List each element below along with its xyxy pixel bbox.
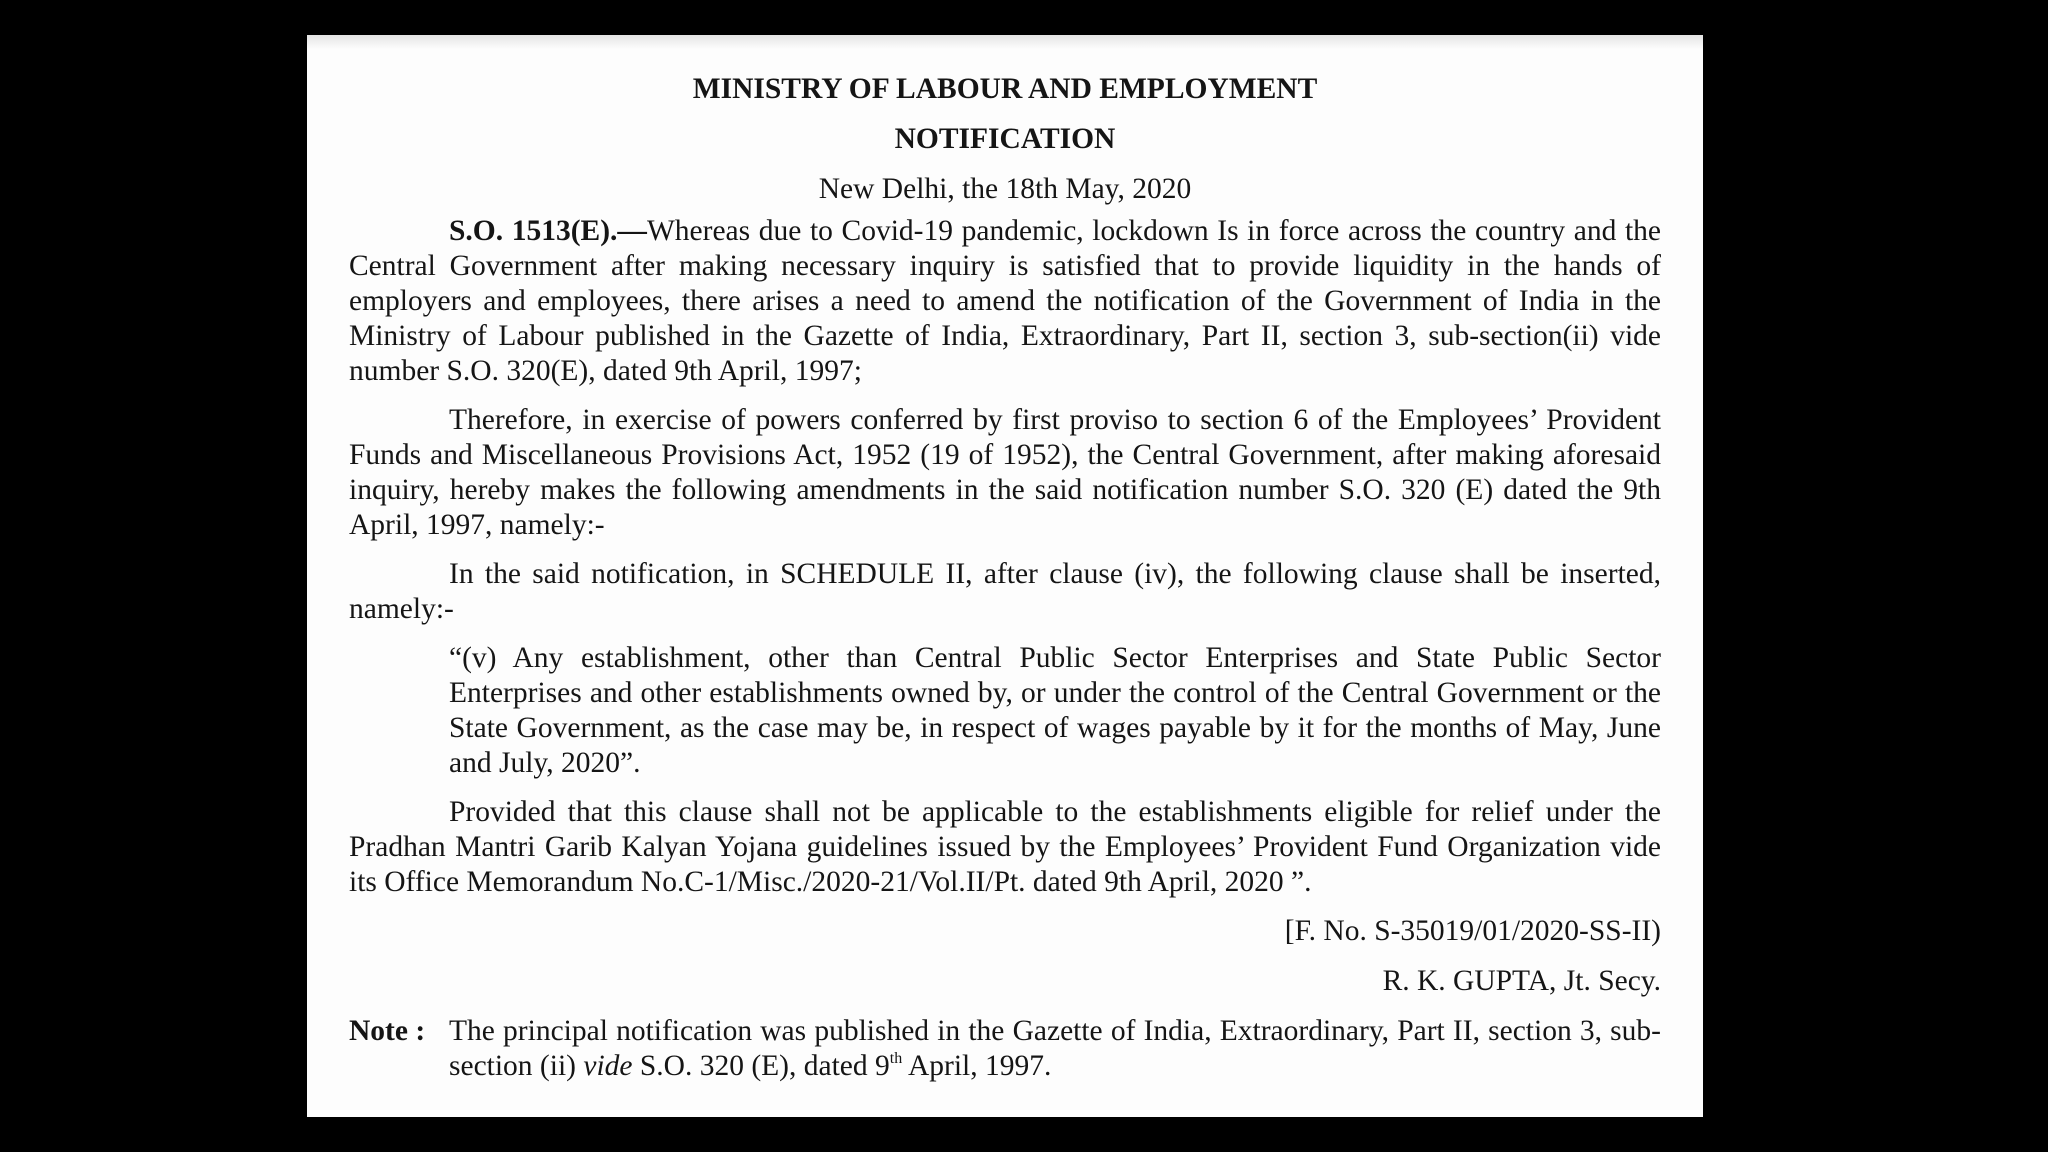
note-superscript: th [889,1050,903,1067]
document-page [307,35,1703,1117]
note-text-part1: The principal notification was published in the Gazette of India, Extraordinary, Part II, section 3, sub-section (ii) [449,1015,1661,1082]
notification-heading: NOTIFICATION [894,123,1116,155]
order-number: S.O. 1513(E).— [449,215,647,247]
note-block [349,1014,1661,1084]
dateline: New Delhi, the 18th May, 2020 [818,173,1192,205]
file-number: [F. No. S-35019/01/2020-SS-II) [1284,915,1661,947]
paragraph-preamble [349,214,1661,389]
ministry-title: MINISTRY OF LABOUR AND EMPLOYMENT [692,73,1318,105]
paragraph-proviso: Provided that this clause shall not be applicable to the establishments eligible for relief under the Pradhan Mantri Garib Kalyan Yojana guidelines issued by the Employees’ Provident Fund Organization vide its Office Memorandum No.C-1/Misc./2020-21/Vol.II/Pt. dated 9th April, 2020 ”. [349,796,1661,898]
preamble-text: Whereas due to Covid-19 pandemic, lockdown Is in force across the country and the Central Government after making necessary inquiry is satisfied that to provide liquidity in the hands of employers and employees, there arises a need to amend the notification of the Government of India in the Ministry of Labour published in the Gazette of India, Extraordinary, Part II, section 3, sub-section(ii) vide number S.O. 320(E), dated 9th April, 1997; [349,215,1661,387]
paragraph-schedule: In the said notification, in SCHEDULE II, after clause (iv), the following clause shall be inserted, namely:- [349,558,1661,625]
signatory: R. K. GUPTA, Jt. Secy. [1382,965,1661,997]
note-text-part3: April, 1997. [902,1050,1052,1082]
page-top-shadow [307,35,1703,49]
note-text [449,1014,1661,1084]
note-label: Note : [349,1015,426,1047]
paragraph-therefore: Therefore, in exercise of powers conferred by first proviso to section 6 of the Employees’ Provident Funds and Miscellaneous Provisions Act, 1952 (19 of 1952), the Central Government, after making aforesaid inquiry, hereby makes the following amendments in the said notification number S.O. 320 (E) dated the 9th April, 1997, namely:- [349,404,1661,541]
note-vide: vide [583,1050,633,1082]
inserted-clause-v: “(v) Any establishment, other than Central Public Sector Enterprises and State Public Sector Enterprises and other establishments owned by, or under the control of the Central Government or the State Government, as the case may be, in respect of wages payable by it for the months of May, June and July, 2020”. [449,642,1661,779]
note-text-part2: S.O. 320 (E), dated 9 [632,1050,890,1082]
